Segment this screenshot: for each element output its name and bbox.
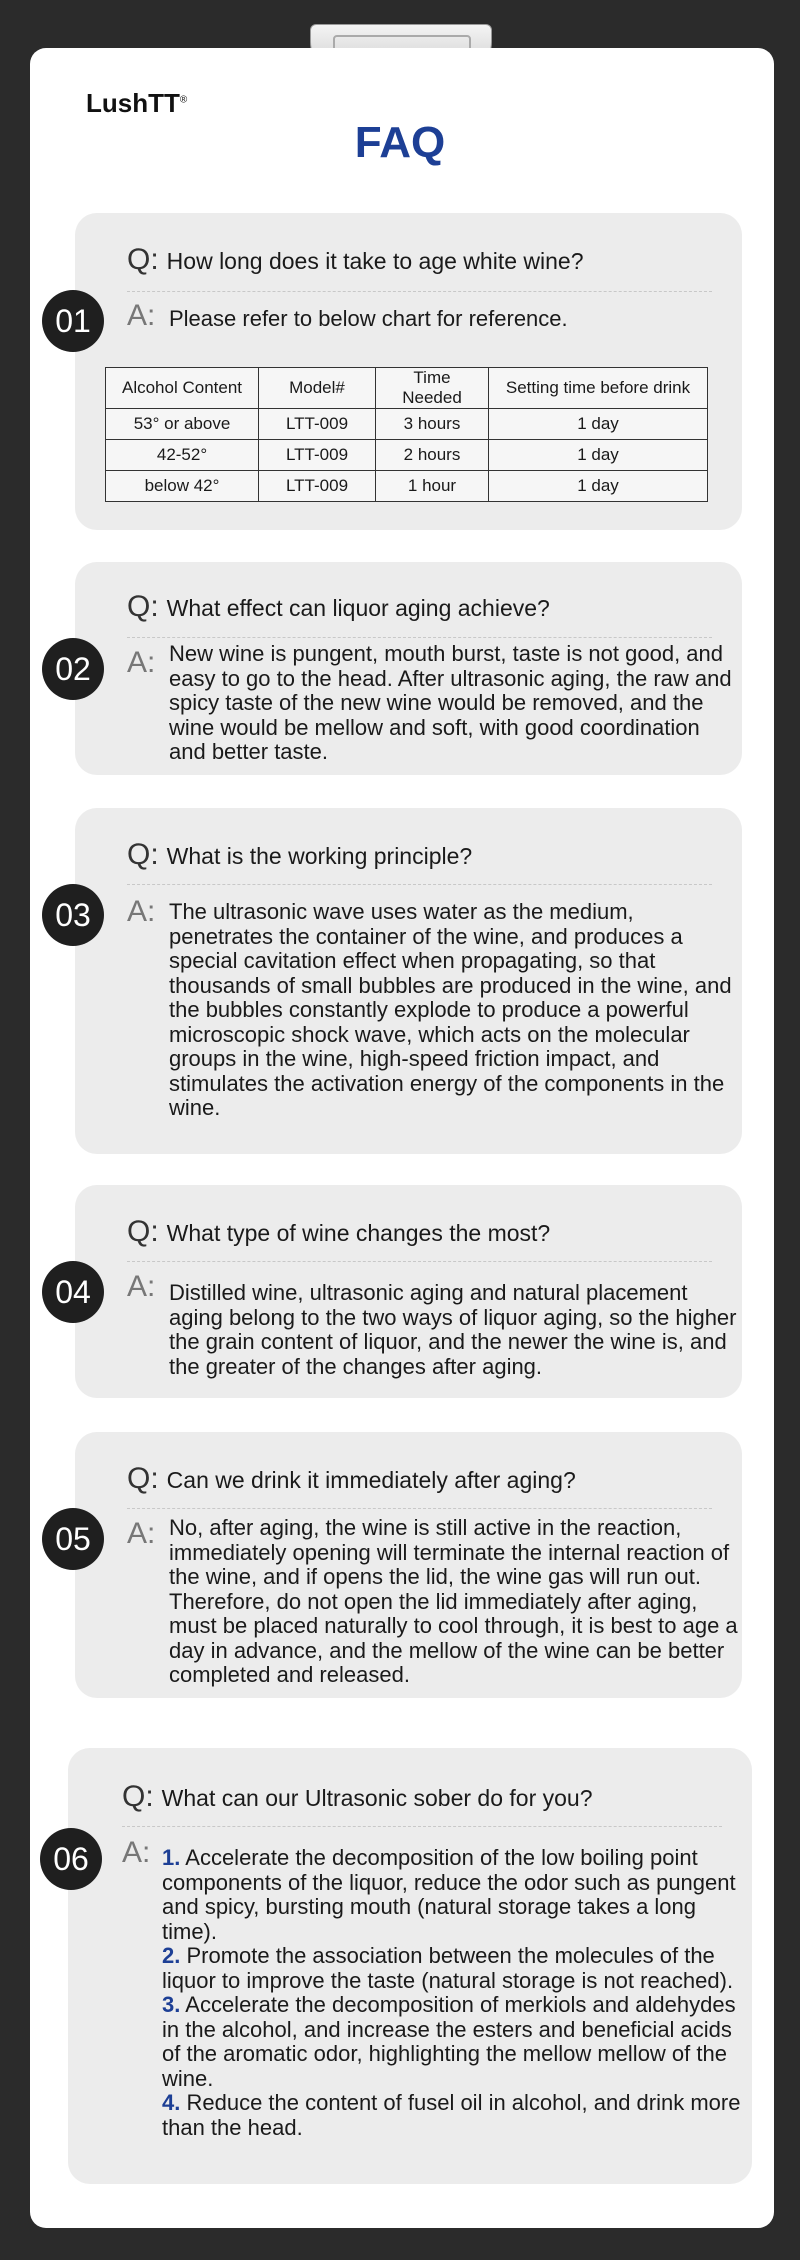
faq-number-badge: 02 xyxy=(42,638,104,700)
q-label: Q: xyxy=(122,1780,154,1813)
benefit-text: Promote the association between the molecules of the liquor to improve the taste (natural storage is not reached). xyxy=(162,1943,734,1993)
table-header: Setting time before drink xyxy=(489,368,708,409)
table-row xyxy=(106,440,708,471)
benefit-item xyxy=(162,1993,752,2091)
faq-number-badge: 05 xyxy=(42,1508,104,1570)
faq-question xyxy=(127,1215,550,1249)
answer-text: New wine is pungent, mouth burst, taste is not good, and easy to go to the head. After ultrasonic aging, the raw and spicy taste of the new wine would be removed, and the wine would be mellow and soft, with good coordination and better taste. xyxy=(169,641,732,764)
a-label: A: xyxy=(127,1270,156,1303)
table-row xyxy=(106,409,708,440)
table-header-row xyxy=(106,368,708,409)
benefit-number: 3. xyxy=(162,1992,181,2017)
divider xyxy=(127,637,712,638)
a-label: A: xyxy=(127,299,156,332)
benefit-list xyxy=(162,1846,752,2140)
benefit-item xyxy=(162,1944,752,1993)
answer-text: Distilled wine, ultrasonic aging and natural placement aging belong to the two ways of liquor aging, so the higher the grain content of liquor, and the newer the wine is, and the greater of the changes after aging. xyxy=(169,1280,737,1379)
faq-card-02 xyxy=(75,562,742,775)
registered-mark: ® xyxy=(179,94,188,106)
faq-question xyxy=(127,590,550,624)
question-text: What is the working principle? xyxy=(166,843,473,869)
divider xyxy=(122,1826,722,1827)
q-label: Q: xyxy=(127,838,159,871)
benefit-text: Reduce the content of fusel oil in alcohol, and drink more than the head. xyxy=(162,2090,741,2140)
question-text: What type of wine changes the most? xyxy=(166,1220,551,1246)
table-cell: LTT-009 xyxy=(259,409,376,440)
table-cell: LTT-009 xyxy=(259,440,376,471)
answer-text: No, after aging, the wine is still active in the reaction, immediately opening will terminate the internal reaction of the wine, and if opens the lid, the wine gas will run out. Therefore, do not open the lid immediately after aging, must be placed naturally to cool through, it is best to age a day in advance, and the mellow of the wine can be better completed and released. xyxy=(169,1515,738,1687)
faq-card-04 xyxy=(75,1185,742,1398)
faq-number-badge: 03 xyxy=(42,884,104,946)
faq-question xyxy=(127,838,472,872)
benefit-number: 2. xyxy=(162,1943,181,1968)
divider xyxy=(127,884,712,885)
a-label: A: xyxy=(127,895,156,928)
table-cell: 2 hours xyxy=(376,440,489,471)
divider xyxy=(127,291,712,292)
page-title: FAQ xyxy=(354,118,446,167)
benefit-text: Accelerate the decomposition of merkiols and aldehydes in the alcohol, and increase the esters and beneficial acids of the aromatic odor, highlighting the mellow mellow of the wine. xyxy=(162,1992,736,2091)
table-cell: 42-52° xyxy=(106,440,259,471)
answer-text: The ultrasonic wave uses water as the medium, penetrates the container of the wine, and produces a special cavitation effect when propagating, so that thousands of small bubbles are produced in the wine, and the bubbles constantly explode to produce a powerful microscopic shock wave, which acts on the molecular groups in the wine, high-speed friction impact, and stimulates the activation energy of the components in the wine. xyxy=(169,899,732,1120)
divider xyxy=(127,1508,712,1509)
faq-question xyxy=(127,1462,576,1496)
a-label: A: xyxy=(122,1836,151,1869)
faq-question xyxy=(122,1780,593,1814)
table-cell: 1 day xyxy=(489,471,708,502)
table-header: Time Needed xyxy=(376,368,489,409)
question-text: How long does it take to age white wine? xyxy=(166,248,584,274)
q-label: Q: xyxy=(127,1462,159,1495)
answer-text: Please refer to below chart for reference. xyxy=(169,306,568,331)
table-cell: 1 day xyxy=(489,440,708,471)
table-header: Alcohol Content xyxy=(106,368,259,409)
brand-logo xyxy=(86,88,187,119)
faq-card-06 xyxy=(68,1748,752,2184)
faq-card-05 xyxy=(75,1432,742,1698)
question-text: What can our Ultrasonic sober do for you? xyxy=(161,1785,593,1811)
faq-number-badge: 01 xyxy=(42,290,104,352)
table-cell: 1 day xyxy=(489,409,708,440)
table-cell: LTT-009 xyxy=(259,471,376,502)
q-label: Q: xyxy=(127,590,159,623)
table-row xyxy=(106,471,708,502)
faq-card-03 xyxy=(75,808,742,1154)
q-label: Q: xyxy=(127,1215,159,1248)
brand-name: LushTT xyxy=(86,88,180,118)
divider xyxy=(127,1261,712,1262)
benefit-number: 1. xyxy=(162,1845,181,1870)
q-label: Q: xyxy=(127,243,159,276)
a-label: A: xyxy=(127,646,156,679)
faq-number-badge: 04 xyxy=(42,1261,104,1323)
benefit-text: Accelerate the decomposition of the low boiling point components of the liquor, reduce the odor such as pungent and spicy, bursting mouth (natural storage takes a long time). xyxy=(162,1845,736,1944)
table-cell: 1 hour xyxy=(376,471,489,502)
question-text: What effect can liquor aging achieve? xyxy=(166,595,550,621)
table-cell: below 42° xyxy=(106,471,259,502)
table-header: Model# xyxy=(259,368,376,409)
benefit-item xyxy=(162,1846,752,1944)
faq-card-01 xyxy=(75,213,742,530)
benefit-item xyxy=(162,2091,752,2140)
faq-question xyxy=(127,243,583,277)
reference-table xyxy=(105,367,708,502)
faq-number-badge: 06 xyxy=(40,1828,102,1890)
a-label: A: xyxy=(127,1517,156,1550)
table-cell: 3 hours xyxy=(376,409,489,440)
benefit-number: 4. xyxy=(162,2090,181,2115)
table-cell: 53° or above xyxy=(106,409,259,440)
question-text: Can we drink it immediately after aging? xyxy=(166,1467,576,1493)
